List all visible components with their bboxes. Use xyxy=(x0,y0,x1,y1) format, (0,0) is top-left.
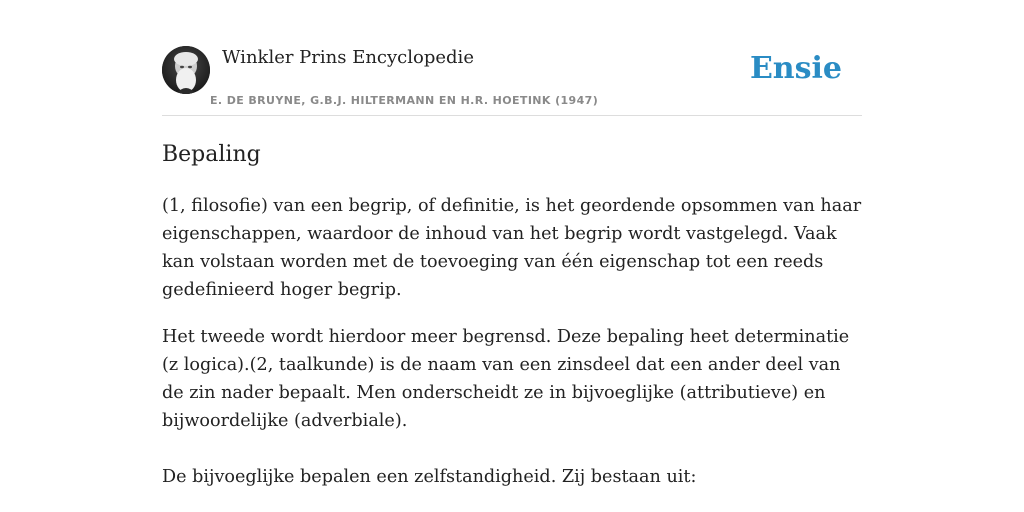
article-paragraph: De bijvoeglijke bepalen een zelfstandigheid. Zij bestaan uit: xyxy=(162,467,697,487)
site-header xyxy=(162,0,862,116)
article-paragraph: (1, filosofie) van een begrip, of definitie, is het geordende opsommen van haar eigenschappen, waardoor de inhoud van het begrip wordt vastgelegd. Vaak kan volstaan worden met de toevoeging van één eigenschap tot een reeds gedefinieerd hoger begrip. xyxy=(162,196,862,300)
portrait-image xyxy=(162,46,210,94)
site-title[interactable]: Winkler Prins Encyclopedie xyxy=(222,47,474,68)
ensie-logo[interactable]: Ensie xyxy=(749,51,842,86)
author-avatar[interactable] xyxy=(162,46,210,94)
authors-credit: E. DE BRUYNE, G.B.J. HILTERMANN EN H.R. HOETINK (1947) xyxy=(210,94,599,107)
content-container xyxy=(162,0,862,487)
article-paragraph: Het tweede wordt hierdoor meer begrensd. Deze bepaling heet determinatie (z logica).(2, taalkunde) is de naam van een zinsdeel dat een ander deel van de zin nader bepaalt. Men onderscheidt ze in bijvoeglijke (attributieve) en bijwoordelijke (adverbiale). xyxy=(162,327,850,431)
article-title: Bepaling xyxy=(162,142,261,167)
